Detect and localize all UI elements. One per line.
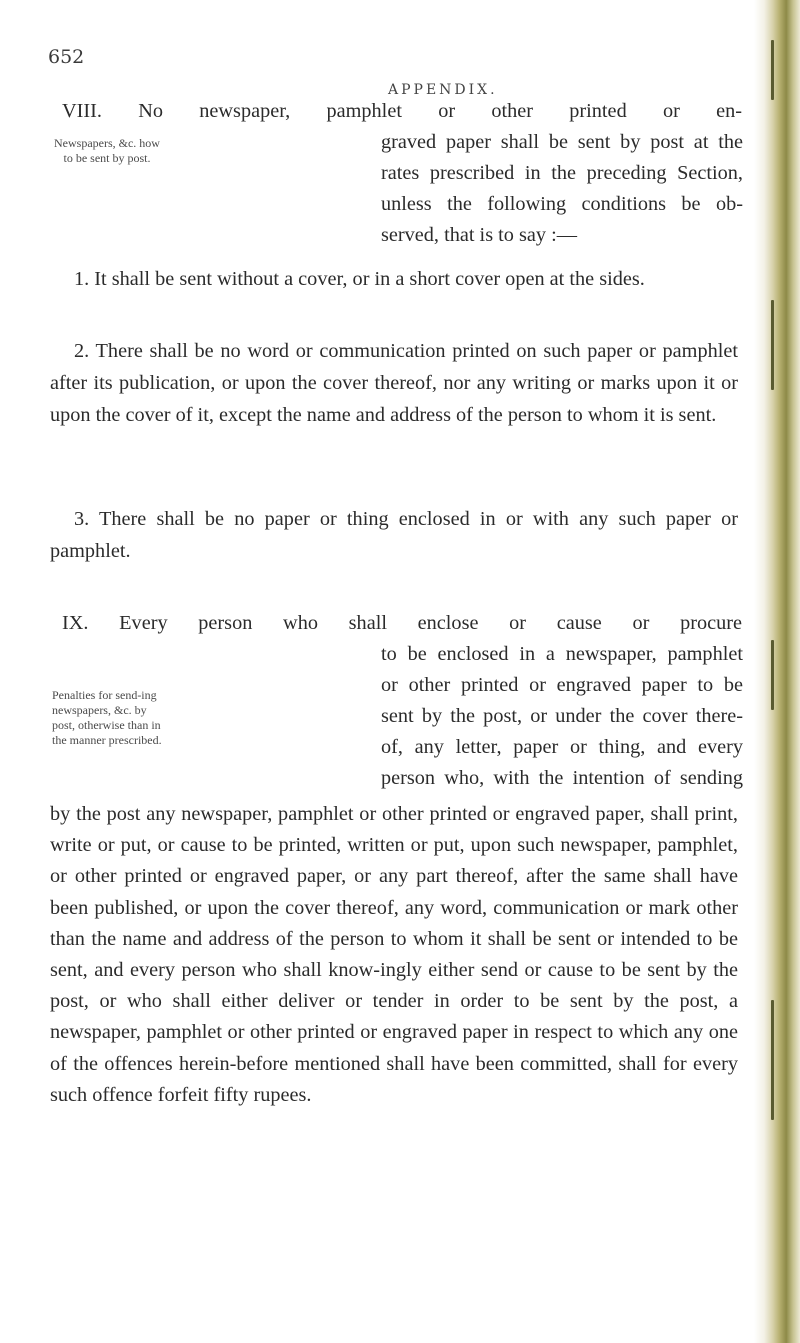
section-ix-line: IX. Every person who shall enclose or cause or procure [62, 612, 742, 634]
page-edge-shadow [754, 0, 800, 1343]
section-viii-line: served, that is to say :— [381, 224, 578, 246]
section-viii-line: rates prescribed in the preceding Section, [381, 162, 743, 184]
item-3: 3. There shall be no paper or thing enclosed in or with any such paper or pamphlet. [50, 508, 738, 562]
edge-mark [771, 640, 774, 710]
section-viii-line: unless the following conditions be ob- [381, 193, 743, 215]
edge-mark [771, 40, 774, 100]
item-2: 2. There shall be no word or communication printed on such paper or pamphlet after its publication, or upon the cover thereof, nor any writing or marks upon it or upon the cover of it, except the name and address of the person to whom it is sent. [50, 340, 738, 426]
section-ix-line: of, any letter, paper or thing, and every [381, 736, 743, 758]
margin-note-penalties: Penalties for send-ing newspapers, &c. by post, otherwise than in the manner prescribed. [52, 688, 162, 747]
section-ix-line: person who, with the intention of sending [381, 767, 743, 789]
running-head: APPENDIX. [388, 82, 498, 98]
section-ix-line: sent by the post, or under the cover there- [381, 705, 743, 727]
margin-note-newspapers: Newspapers, &c. how to be sent by post. [54, 136, 160, 165]
edge-mark [771, 300, 774, 390]
section-ix-continuation: by the post any newspaper, pamphlet or other printed or engraved paper, shall print, write or put, or cause to be printed, written or put, upon such newspaper, pamphlet, or other printed or engraved paper, or any part thereof, after the same shall have been published, or upon the cover thereof, any word, communication or mark other than the name and address of the person to whom it shall be sent or intended to be sent, and every person who shall know-ingly either send or cause to be sent by the post, or who shall either deliver or tender in order to be sent by the post, a newspaper, pamphlet or other printed or engraved paper in respect to which any one of the offences herein-before mentioned shall have been committed, shall for every such offence forfeit fifty rupees. [50, 803, 738, 1106]
page-number: 652 [48, 46, 85, 68]
section-ix-line: to be enclosed in a newspaper, pamphlet [381, 643, 743, 665]
section-ix-line: or other printed or engraved paper to be [381, 674, 743, 696]
section-viii-line: graved paper shall be sent by post at the [381, 131, 743, 153]
section-viii-line: VIII. No newspaper, pamphlet or other printed or en- [62, 100, 742, 122]
edge-mark [771, 1000, 774, 1120]
item-1: 1. It shall be sent without a cover, or in a short cover open at the sides. [74, 268, 645, 290]
